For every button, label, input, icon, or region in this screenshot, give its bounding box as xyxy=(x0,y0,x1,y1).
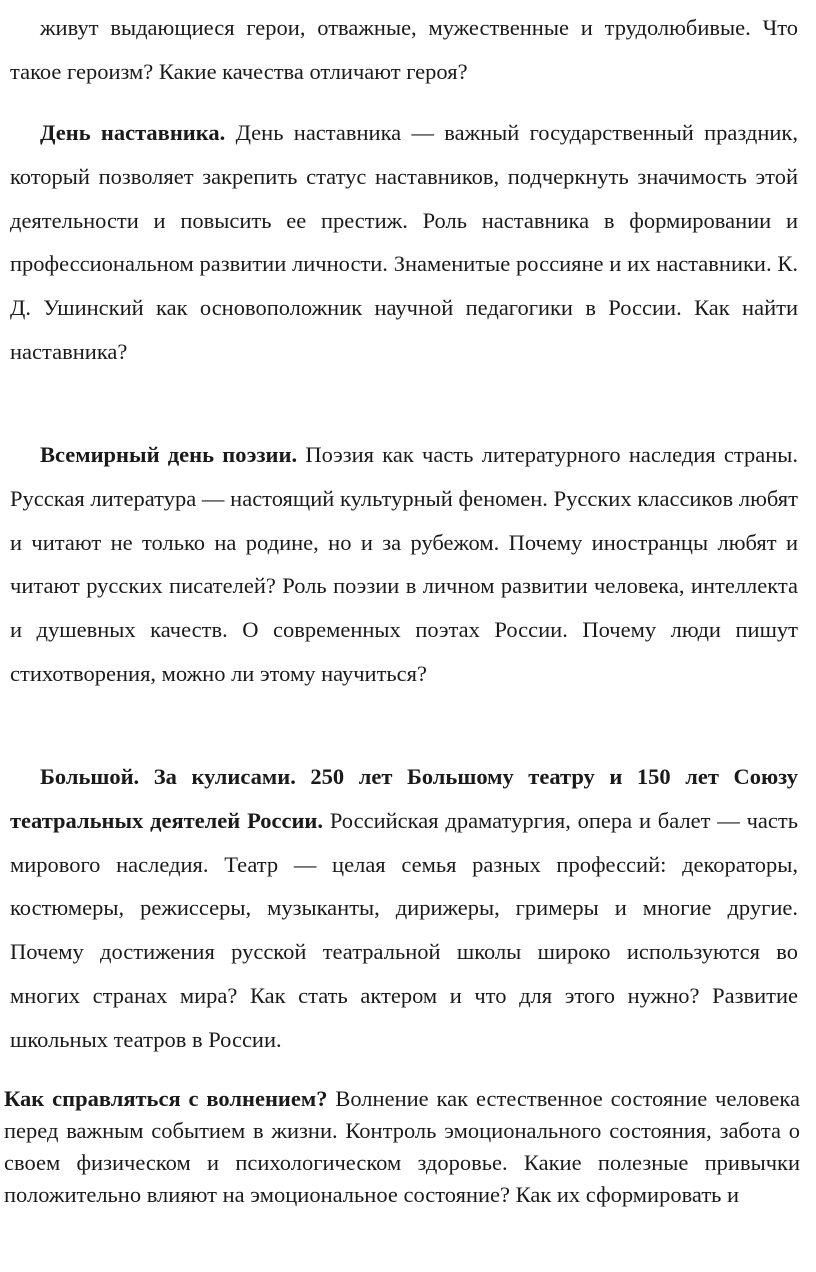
paragraph-heading: Большой. За кулисами. 250 лет Большому театру и 150 лет Союзу театральных деятелей России. xyxy=(10,764,798,833)
paragraph-anxiety xyxy=(4,1083,800,1211)
paragraph-heading: Всемирный день поэзии. xyxy=(40,442,298,467)
paragraph-heroes xyxy=(10,6,798,94)
paragraph-body: Волнение как естественное состояние человека перед важным событием в жизни. Контроль эмоционального состояния, забота о своем физическом и психологическом здоровье. Какие полезные привычки положительно влияют на эмоциональное состояние? Как их сформировать и xyxy=(4,1086,800,1207)
paragraph-body: Российская драматургия, опера и балет — часть мирового наследия. Театр — целая семья разных профессий: декораторы, костюмеры, режиссеры, музыканты, дирижеры, гримеры и многие другие. Почему достижения русской театральной школы широко используются во многих странах мира? Как стать актером и что для этого нужно? Развитие школьных театров в России. xyxy=(10,807,798,1052)
paragraph-body: живут выдающиеся герои, отважные, мужественные и трудолюбивые. Что такое героизм? Какие качества отличают героя? xyxy=(10,15,798,84)
paragraph-bolshoi-theatre xyxy=(10,755,798,1062)
paragraph-body: Поэзия как часть литературного наследия страны. Русская литература — настоящий культурный феномен. Русских классиков любят и читают не только на родине, но и за рубежом. Почему иностранцы любят и читают русских писателей? Роль поэзии в личном развитии человека, интеллекта и душевных качеств. О современных поэтах России. Почему люди пишут стихотворения, можно ли этому научиться? xyxy=(10,442,798,686)
paragraph-heading: Как справляться с волнением? xyxy=(4,1086,328,1111)
paragraph-mentor-day xyxy=(10,111,798,374)
paragraph-heading: День наставника. xyxy=(40,120,226,145)
paragraph-poetry-day xyxy=(10,433,798,696)
paragraph-body: День наставника — важный государственный праздник, который позволяет закрепить статус наставников, подчеркнуть значимость этой деятельности и повысить ее престиж. Роль наставника в формировании и профессиональном развитии личности. Знаменитые россияне и их наставники. К. Д. Ушинский как основоположник научной педагогики в России. Как найти наставника? xyxy=(10,120,798,364)
